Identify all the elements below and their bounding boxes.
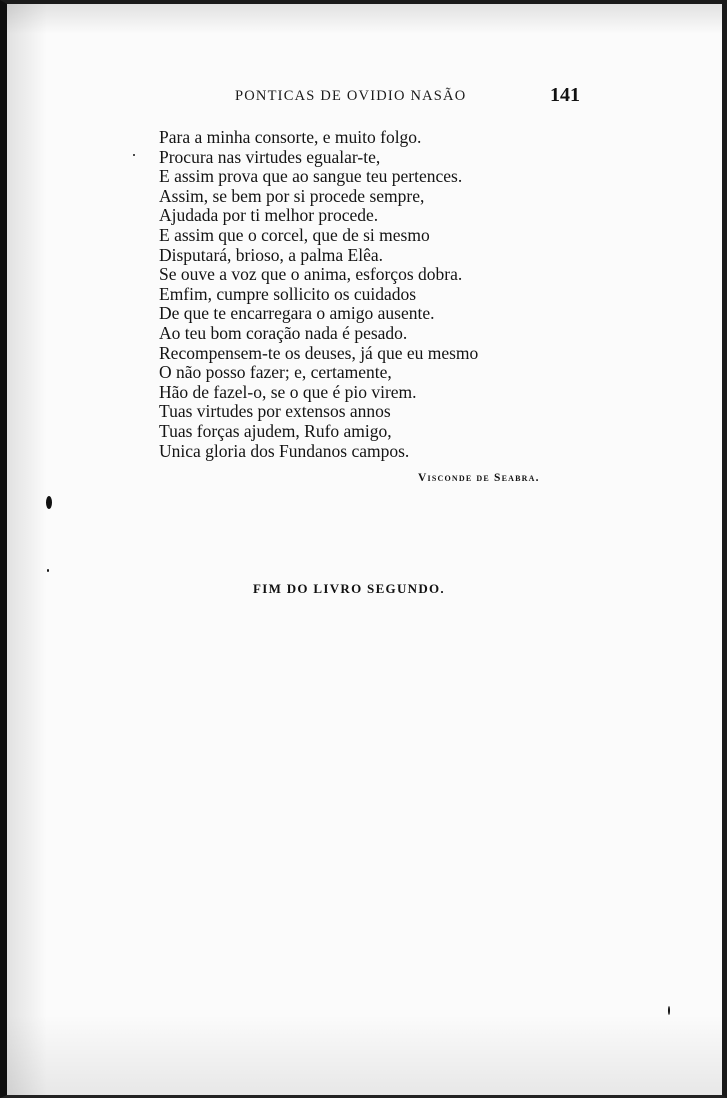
poem-line: E assim que o corcel, que de si mesmo xyxy=(159,224,430,245)
poem-line: Se ouve a voz que o anima, esforços dobra. xyxy=(159,264,463,285)
poem-verse-block xyxy=(159,128,478,461)
page-number: 141 xyxy=(550,84,580,106)
end-of-book-colophon: FIM DO LIVRO SEGUNDO. xyxy=(253,581,445,596)
poem-line: Procura nas virtudes egualar-te, xyxy=(159,146,381,167)
running-head-title: PONTICAS DE OVIDIO NASÃO xyxy=(235,88,467,104)
ink-speck-mark xyxy=(46,496,52,509)
poem-line: Para a minha consorte, e muito folgo. xyxy=(159,127,422,147)
poem-line: Ao teu bom coração nada é pesado. xyxy=(159,322,408,343)
poem-line: O não posso fazer; e, certamente, xyxy=(159,362,392,383)
poem-line: Hão de fazel-o, se o que é pio virem. xyxy=(159,381,417,402)
scan-edge-shadow-left xyxy=(7,4,47,1095)
scan-edge-shadow-top xyxy=(7,4,722,34)
poem-line: Unica gloria dos Fundanos campos. xyxy=(159,440,410,461)
poem-line: Disputará, brioso, a palma Elêa. xyxy=(159,244,384,265)
ink-speck-mark xyxy=(668,1006,670,1015)
poem-line: E assim prova que ao sangue teu pertences. xyxy=(159,166,463,187)
poem-line: Ajudada por ti melhor procede. xyxy=(159,205,379,226)
ink-speck-mark xyxy=(133,154,135,156)
translator-signature: Visconde de Seabra. xyxy=(418,472,540,484)
poem-line: Assim, se bem por si procede sempre, xyxy=(159,185,425,206)
ink-speck-mark xyxy=(47,569,49,572)
poem-line: Tuas virtudes por extensos annos xyxy=(159,401,391,422)
poem-line: Recompensem-te os deuses, já que eu mesmo xyxy=(159,342,479,363)
poem-line: Emfim, cumpre sollicito os cuidados xyxy=(159,283,417,304)
scan-edge-shadow-bottom xyxy=(7,1015,722,1095)
poem-line: De que te encarregara o amigo ausente. xyxy=(159,303,435,324)
poem-line: Tuas forças ajudem, Rufo amigo, xyxy=(159,420,392,441)
